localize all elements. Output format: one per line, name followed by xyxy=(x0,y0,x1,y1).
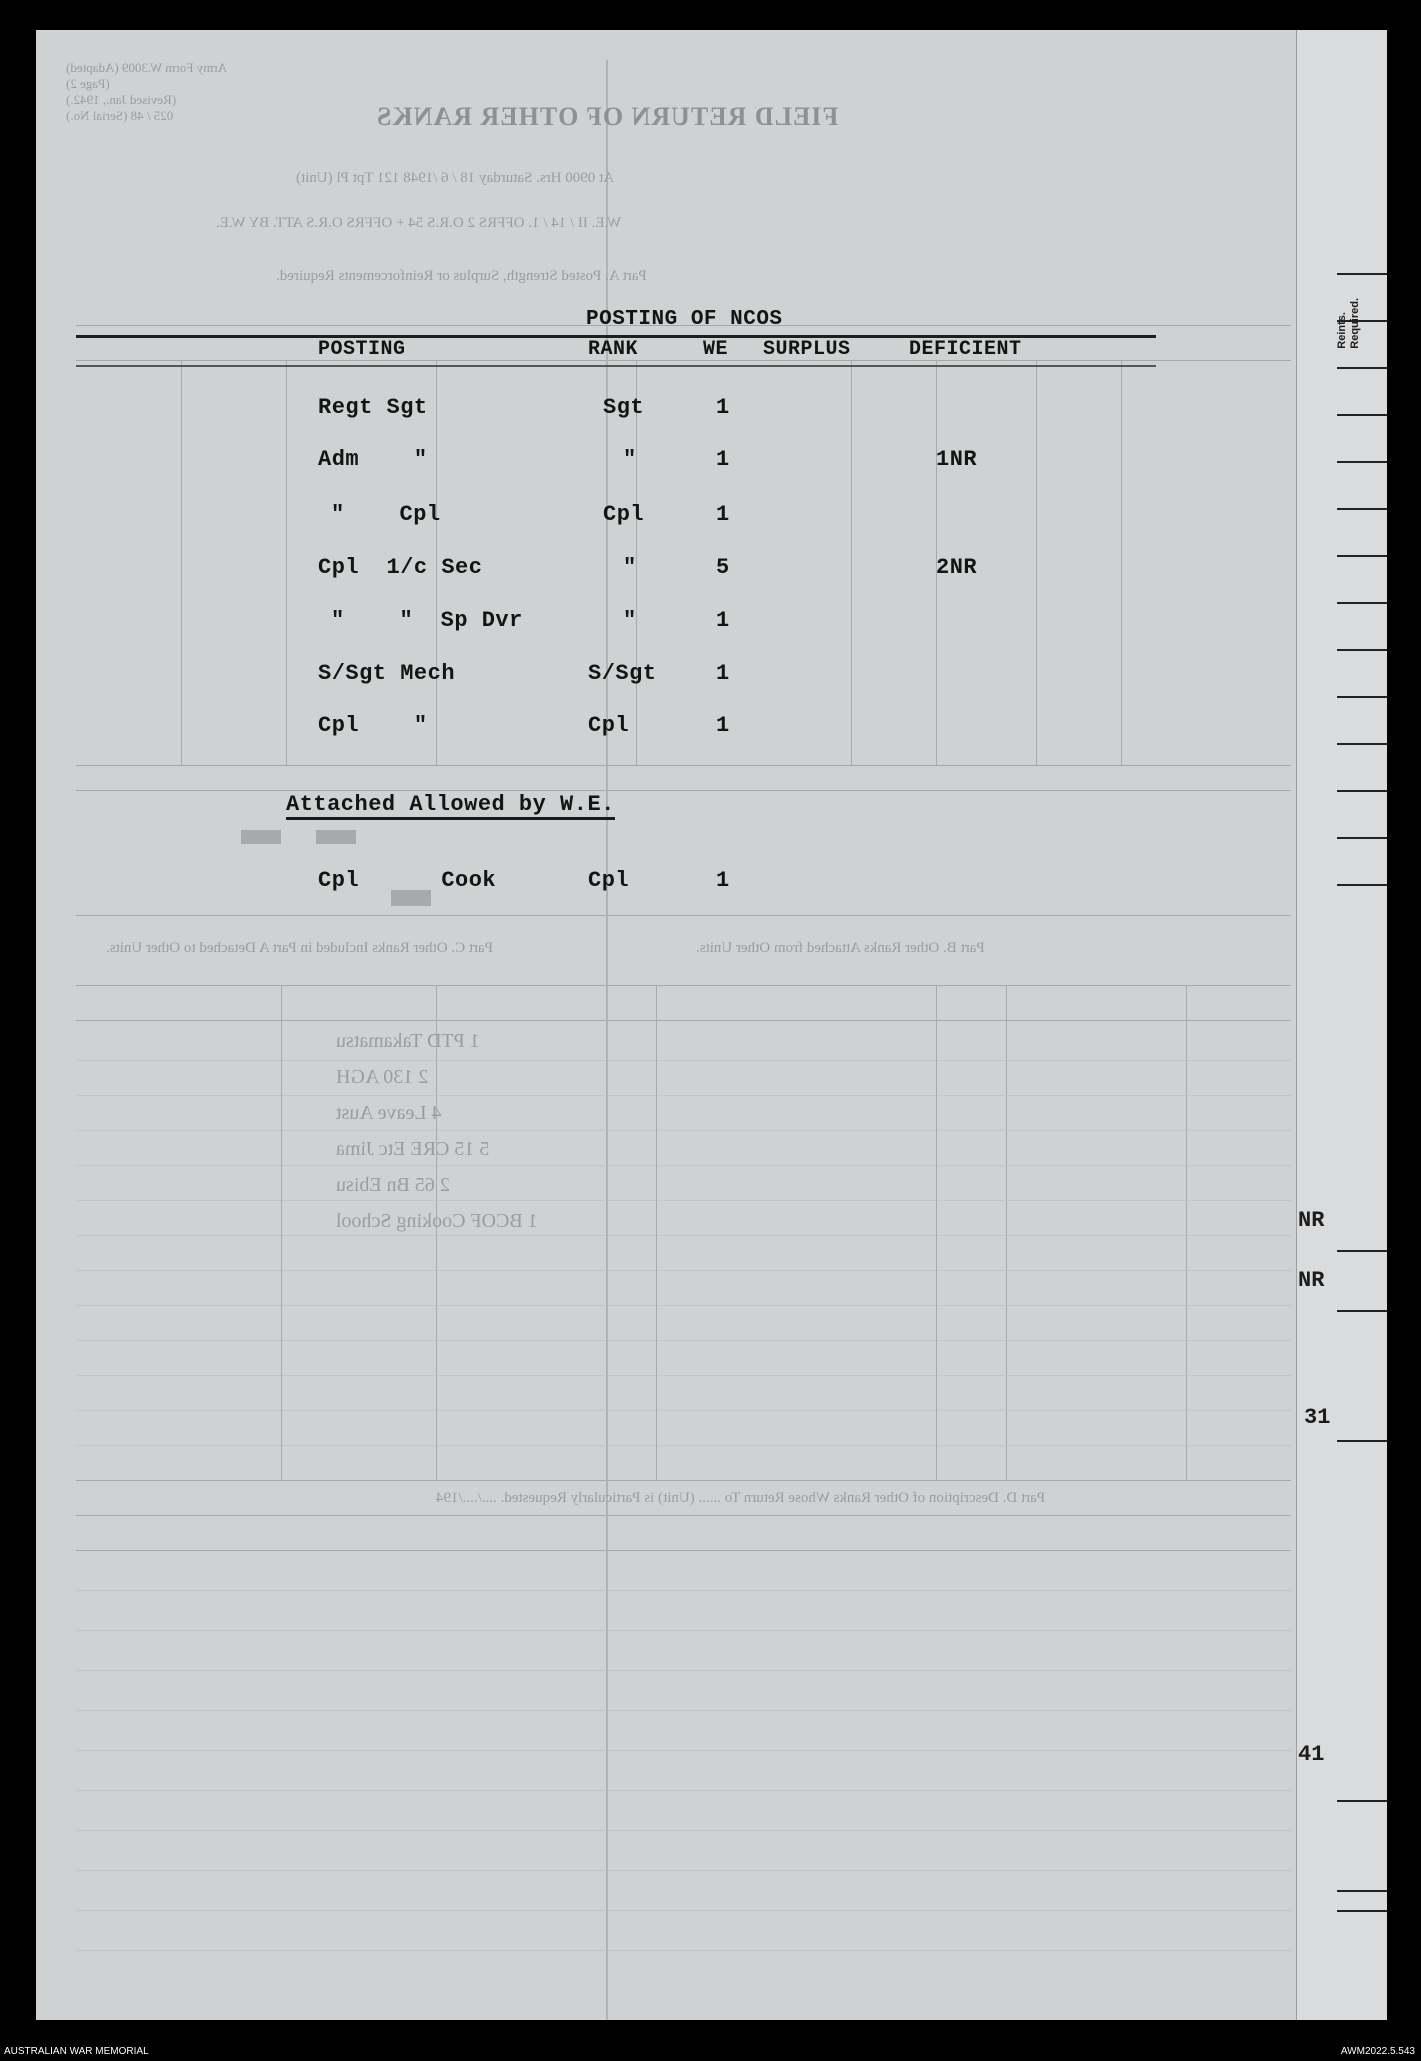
we-line: W.E. II / 14 / 1. OFFRS 2 O.R.S 54 + OFFRS O.R.S ATT. BY W.E. xyxy=(216,215,622,231)
rank-cell: " xyxy=(623,555,637,580)
we-cell: 1 xyxy=(716,868,730,893)
column-header-posting: POSTING xyxy=(318,338,406,361)
attached-heading: Attached Allowed by W.E. xyxy=(286,792,615,820)
we-cell: 1 xyxy=(716,395,730,420)
footer-left: AUSTRALIAN WAR MEMORIAL xyxy=(4,2046,149,2057)
posting-cell: " " Sp Dvr xyxy=(331,608,523,633)
rank-cell: Cpl xyxy=(588,713,630,738)
part-b-heading: Part B. Other Ranks Attached from Other Units. xyxy=(696,940,985,956)
rank-cell: S/Sgt xyxy=(588,661,657,686)
part-c-entry: 2 130 AGH xyxy=(336,1066,429,1088)
strip-value: 31 xyxy=(1304,1405,1331,1430)
we-cell: 1 xyxy=(716,502,730,527)
reints-required-label: Reints. Required. xyxy=(1336,298,1361,349)
rank-cell: " xyxy=(623,608,637,633)
we-cell: 5 xyxy=(716,555,730,580)
footer-right: AWM2022.5.543 xyxy=(1340,2046,1415,2057)
part-a-heading: Part A. Posted Strength, Surplus or Reinforcements Required. xyxy=(276,268,647,284)
column-header-rank: RANK xyxy=(588,338,639,361)
posting-cell: Regt Sgt xyxy=(318,395,428,420)
we-cell: 1 xyxy=(716,608,730,633)
form-reference: Army Form W.3009 (Adapted) (Page 2) (Revised Jan., 1942.) 025 / 48 (Serial No.) xyxy=(66,60,228,123)
deficient-cell: 2NR xyxy=(936,555,978,580)
part-c-entry: 1 PTD Takamatsu xyxy=(336,1030,480,1052)
smudge xyxy=(316,830,356,844)
rank-cell: " xyxy=(623,447,637,472)
strip-value: NR xyxy=(1298,1268,1325,1293)
rank-cell: Cpl xyxy=(588,868,630,893)
strip-value: 41 xyxy=(1298,1742,1325,1767)
posting-cell: Adm " xyxy=(318,447,428,472)
we-cell: 1 xyxy=(716,713,730,738)
we-cell: 1 xyxy=(716,661,730,686)
column-header-deficient: DEFICIENT xyxy=(909,338,1022,361)
part-c-entry: 4 Leave Aust xyxy=(336,1102,442,1124)
strip-value: NR xyxy=(1298,1208,1325,1233)
document-sheet xyxy=(36,30,1386,2020)
deficient-cell: 1NR xyxy=(936,447,978,472)
page-title: POSTING OF NCOS xyxy=(586,308,783,331)
unit-line: At 0900 Hrs. Saturday 18 / 6 /1948 121 Tpt Pl (Unit) xyxy=(296,170,615,186)
column-header-we: WE xyxy=(703,338,729,361)
rank-cell: Cpl xyxy=(603,502,645,527)
posting-cell: Cpl " xyxy=(318,713,428,738)
part-c-heading: Part C. Other Ranks Included in Part A Detached to Other Units. xyxy=(106,940,494,956)
form-title: FIELD RETURN OF OTHER RANKS xyxy=(376,102,839,131)
rank-cell: Sgt xyxy=(603,395,645,420)
posting-cell: S/Sgt Mech xyxy=(318,661,456,686)
posting-cell: Cpl 1/c Sec xyxy=(318,555,483,580)
column-header-surplus: SURPLUS xyxy=(763,338,851,361)
we-cell: 1 xyxy=(716,447,730,472)
posting-cell: " Cpl xyxy=(331,502,441,527)
part-d-heading: Part D. Description of Other Ranks Whose Return To ...... (Unit) is Particularly Requested. ..../..../194 xyxy=(436,1490,1046,1506)
part-c-entry: 2 65 Bn Ebisu xyxy=(336,1174,450,1196)
part-c-entry: 5 15 CRE Etc Jima xyxy=(336,1138,490,1160)
smudge xyxy=(241,830,281,844)
posting-cell: Cpl Cook xyxy=(318,868,497,893)
part-c-entry: 1 BCOF Cooking School xyxy=(336,1210,538,1232)
